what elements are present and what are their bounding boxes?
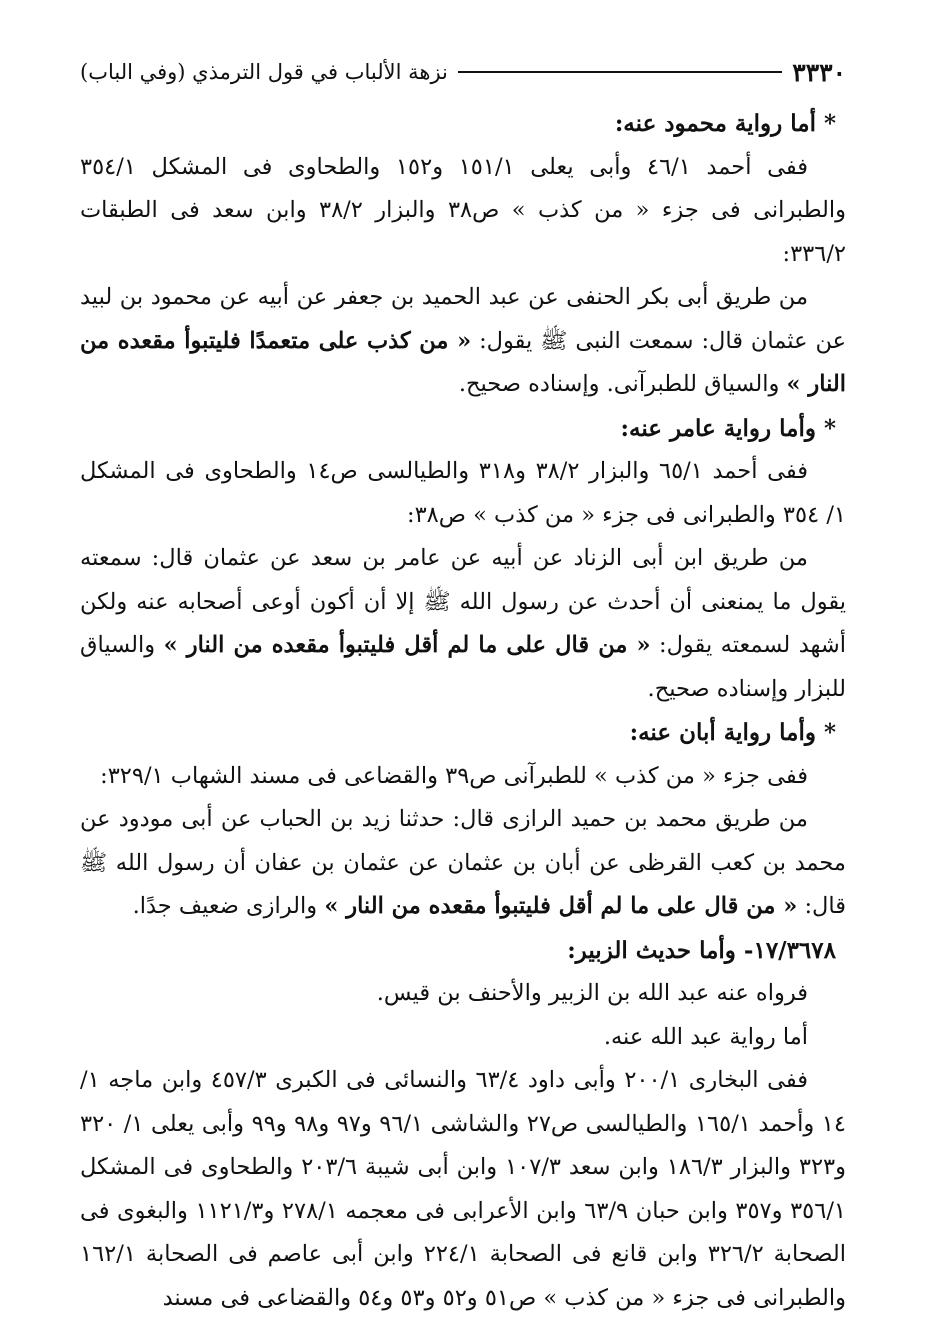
running-header	[80, 52, 846, 92]
section-heading: * أما رواية محمود عنه:	[614, 110, 836, 137]
paragraph: ففى البخارى ٢٠٠/١ وأبى داود ٦٣/٤ والنسائى فى الكبرى ٤٥٧/٣ وابن ماجه ١/ ١٤ وأحمد ١٦٥/١ والطيالسى ص٢٧ والشاشى ٩٦/١ و٩٧ و٩٨ و٩٩ وأبى يعلى ١/ ٣٢٠ و٣٢٣ والبزار ١٨٦/٣ وابن سعد ١٠٧/٣ وابن أبى شيبة ٢٠٣/٦ والطحاوى فى المشكل ٣٥٦/١ و٣٥٧ وابن حبان ٦٣/٩ وابن الأعرابى فى معجمه ٢٧٨/١ و١١٢١/٣ والبغوى فى الصحابة ٣٢٦/٢ وابن قانع فى الصحابة ٢٢٤/١ وابن أبى عاصم فى الصحابة ١٦٢/١ والطبرانى فى جزء « من كذب » ص٥١ و٥٢ و٥٣ و٥٤ والقضاعى فى مسند	[80, 1067, 846, 1311]
text-run: من طريق محمد بن حميد الرازى قال: حدثنا زيد بن الحباب عن أبى مودود عن محمد بن كعب القرظى عن أبان بن عثمان عن عثمان بن عفان أن رسول الله ﷺ قال:	[80, 806, 846, 919]
hadith-quote: « من كذب على متعمدًا فليتبوأ مقعده من النار »	[80, 327, 846, 397]
section-heading: * وأما رواية عامر عنه:	[620, 414, 836, 442]
paragraph	[80, 537, 846, 711]
paragraph: ففى أحمد ٤٦/١ وأبى يعلى ١٥١/١ و١٥٢ والطحاوى فى المشكل ٣٥٤/١ والطبرانى فى جزء « من كذب » ص٣٨ والبزار ٣٨/٢ وابن سعد فى الطبقات ٣٣٦/٢:	[80, 153, 846, 267]
text-run: والسياق للبزار وإسناده صحيح.	[80, 632, 846, 702]
text-run: والسياق للطبرآنى. وإسناده صحيح.	[458, 371, 787, 397]
hadith-quote: « من قال على ما لم أقل فليتبوأ مقعده من النار »	[163, 632, 651, 658]
text-run: والرازى ضعيف جدًا.	[132, 893, 325, 919]
paragraph: ففى أحمد ٦٥/١ والبزار ٣٨/٢ و٣١٨ والطيالسى ص١٤ والطحاوى فى المشكل ١/ ٣٥٤ والطبرانى فى جزء « من كذب » ص٣٨:	[80, 458, 846, 528]
header-rule	[458, 71, 782, 73]
paragraph: أما رواية عبد الله عنه.	[603, 1023, 808, 1050]
page-body	[80, 102, 846, 1320]
paragraph: فرواه عنه عبد الله بن الزبير والأحنف بن قيس.	[376, 980, 808, 1006]
paragraph	[80, 276, 846, 407]
running-title: نزهة الألباب في قول الترمذي (وفي الباب)	[80, 60, 448, 84]
paragraph	[80, 798, 846, 929]
paragraph: ففى جزء « من كذب » للطبرآنى ص٣٩ والقضاعى فى مسند الشهاب ٣٢٩/١:	[100, 762, 808, 789]
hadith-number-heading: ١٧/٣٦٧٨- وأما حديث الزبير:	[567, 936, 836, 964]
page-number: ٣٣٣٠	[792, 57, 846, 87]
text-run: من طريق ابن أبى الزناد عن أبيه عن عامر بن سعد عن عثمان قال: سمعته يقول ما يمنعنى أن أحدث عن رسول الله ﷺ إلا أن أكون أوعى أصحابه عنه ولكن أشهد لسمعته يقول:	[80, 545, 846, 658]
hadith-quote: « من قال على ما لم أقل فليتبوأ مقعده من النار »	[324, 893, 798, 919]
text-run: من طريق أبى بكر الحنفى عن عبد الحميد بن جعفر عن أبيه عن محمود بن لبيد عن عثمان قال: سمعت النبى ﷺ يقول:	[80, 284, 846, 354]
section-heading: * وأما رواية أبان عنه:	[629, 719, 836, 746]
